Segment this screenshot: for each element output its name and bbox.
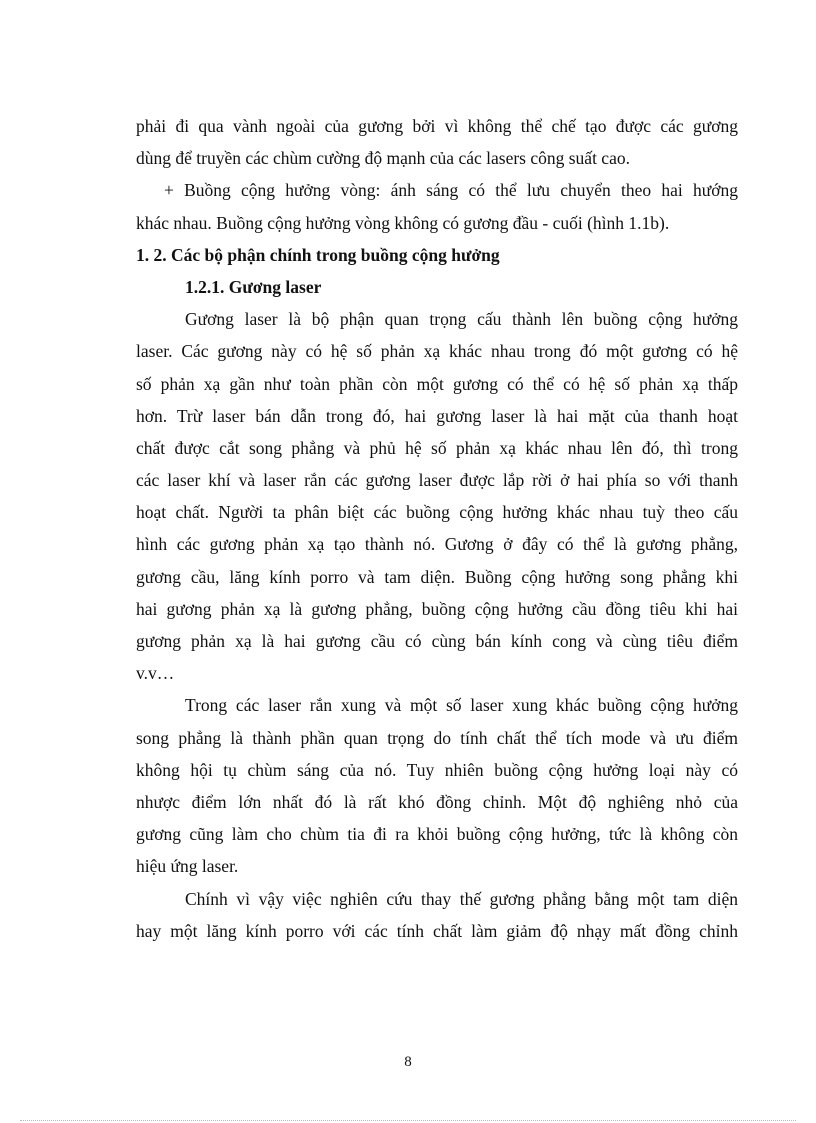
page-content	[136, 110, 738, 947]
text-line: Gương laser là bộ phận quan trọng cấu thành lên buồng cộng hưởng	[185, 309, 738, 330]
text-line: hơn. Trừ laser bán dẫn trong đó, hai gương laser là hai mặt của thanh hoạt	[136, 405, 738, 426]
text-line: dùng để truyền các chùm cường độ mạnh của các lasers công suất cao.	[136, 148, 630, 169]
text-line: gương cầu, lăng kính porro và tam diện. Buồng cộng hưởng song phẳng khi	[136, 566, 738, 587]
text-line: phải đi qua vành ngoài của gương bởi vì không thể chế tạo được các gương	[136, 116, 738, 136]
section-heading: 1. 2. Các bộ phận chính trong buồng cộng hưởng	[136, 244, 500, 265]
text-line: laser. Các gương này có hệ số phản xạ khác nhau trong đó một gương có hệ	[136, 341, 738, 362]
page-bottom-divider	[20, 1120, 796, 1121]
text-line: các laser khí và laser rắn các gương laser được lắp rời ở hai phía so với thanh	[136, 470, 738, 491]
text-line: Chính vì vậy việc nghiên cứu thay thế gương phẳng bằng một tam diện	[185, 888, 738, 909]
text-line: song phẳng là thành phần quan trọng do tính chất thể tích mode và ưu điểm	[136, 727, 738, 748]
text-line: gương phản xạ là hai gương cầu có cùng bán kính cong và cùng tiêu điểm	[136, 631, 738, 651]
text-line: không hội tụ chùm sáng của nó. Tuy nhiên buồng cộng hưởng loại này có	[136, 759, 738, 780]
text-line: v.v…	[136, 663, 175, 684]
text-line: hoạt chất. Người ta phân biệt các buồng cộng hưởng khác nhau tuỳ theo cấu	[136, 502, 738, 523]
page-number: 8	[404, 1054, 412, 1070]
text-line: hình các gương phản xạ tạo thành nó. Gương ở đây có thể là gương phẳng,	[136, 534, 738, 555]
text-line: gương cũng làm cho chùm tia đi ra khỏi buồng cộng hưởng, tức là không còn	[136, 824, 738, 845]
text-line: số phản xạ gần như toàn phần còn một gương có thể có hệ số phản xạ thấp	[136, 373, 738, 394]
text-line: hai gương phản xạ là gương phẳng, buồng cộng hưởng cầu đồng tiêu khi hai	[136, 598, 738, 619]
text-line: khác nhau. Buồng cộng hưởng vòng không có gương đầu - cuối (hình 1.1b).	[136, 212, 670, 233]
text-line: hiệu ứng laser.	[136, 856, 239, 877]
text-line: nhược điểm lớn nhất đó là rất khó đồng chỉnh. Một độ nghiêng nhỏ của	[136, 791, 738, 812]
bullet-item-ring-resonator: + Buồng cộng hưởng vòng: ánh sáng có thể lưu chuyển theo hai hướng	[164, 180, 738, 201]
subsection-heading: 1.2.1. Gương laser	[185, 276, 322, 297]
text-line: Trong các laser rắn xung và một số laser xung khác buồng cộng hưởng	[185, 695, 738, 716]
text-line: hay một lăng kính porro với các tính chất làm giảm độ nhạy mất đồng chỉnh	[136, 920, 738, 941]
text-line: chất được cắt song phẳng và phủ hệ số phản xạ khác nhau lên đó, thì trong	[136, 437, 738, 458]
